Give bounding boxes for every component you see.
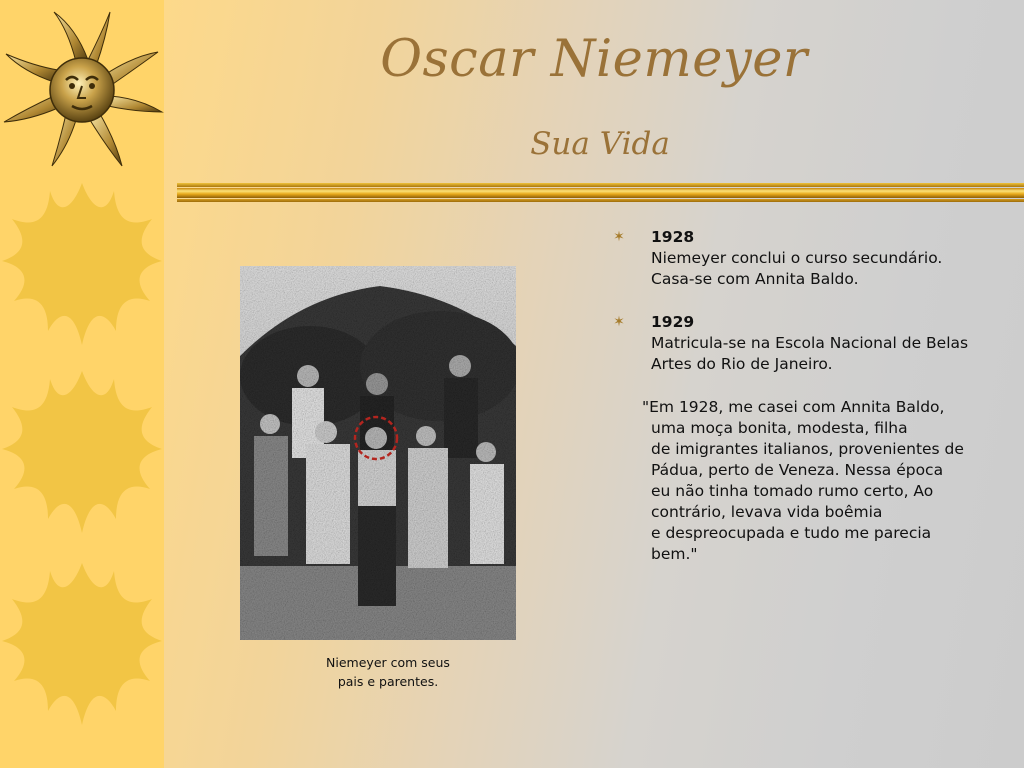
bullet-line: Casa-se com Annita Baldo. <box>651 270 859 288</box>
bullet-line: Artes do Rio de Janeiro. <box>651 355 833 373</box>
metal-sun-face-icon <box>2 6 164 174</box>
quote-line: contrário, levava vida boêmia <box>651 503 883 521</box>
family-photo <box>240 266 516 640</box>
sun-icon <box>2 560 162 730</box>
quote-line: "Em 1928, me casei com Annita Baldo, <box>642 398 945 416</box>
quote-line: Pádua, perto de Veneza. Nessa época <box>651 461 944 479</box>
quote-line: de imigrantes italianos, provenientes de <box>651 440 964 458</box>
bullet-1929 <box>612 312 1022 375</box>
content-text <box>612 227 1022 565</box>
sun-icon <box>2 180 162 350</box>
quote-line: bem." <box>651 545 698 563</box>
sun-icon <box>2 368 162 538</box>
quote-line: uma moça bonita, modesta, filha <box>651 419 908 437</box>
bullet-year: 1929 <box>651 313 695 331</box>
caption-line: pais e parentes. <box>337 674 439 689</box>
bullet-line: Matricula-se na Escola Nacional de Belas <box>651 334 969 352</box>
quote-line: eu não tinha tomado rumo certo, Ao <box>651 482 934 500</box>
slide-subtitle: Sua Vida <box>530 126 670 162</box>
bullet-year: 1928 <box>651 228 695 246</box>
quote-line: e despreocupada e tudo me parecia <box>651 524 932 542</box>
gold-divider <box>177 183 1024 203</box>
bullet-1928 <box>612 227 1022 290</box>
photo-caption <box>300 653 476 691</box>
niemeyer-quote <box>612 397 1022 565</box>
bullet-line: Niemeyer conclui o curso secundário. <box>651 249 943 267</box>
star-bullet-icon: ✶ <box>613 229 625 245</box>
star-bullet-icon: ✶ <box>613 314 625 330</box>
slide-title: Oscar Niemeyer <box>380 30 808 89</box>
caption-line: Niemeyer com seus <box>326 655 450 670</box>
